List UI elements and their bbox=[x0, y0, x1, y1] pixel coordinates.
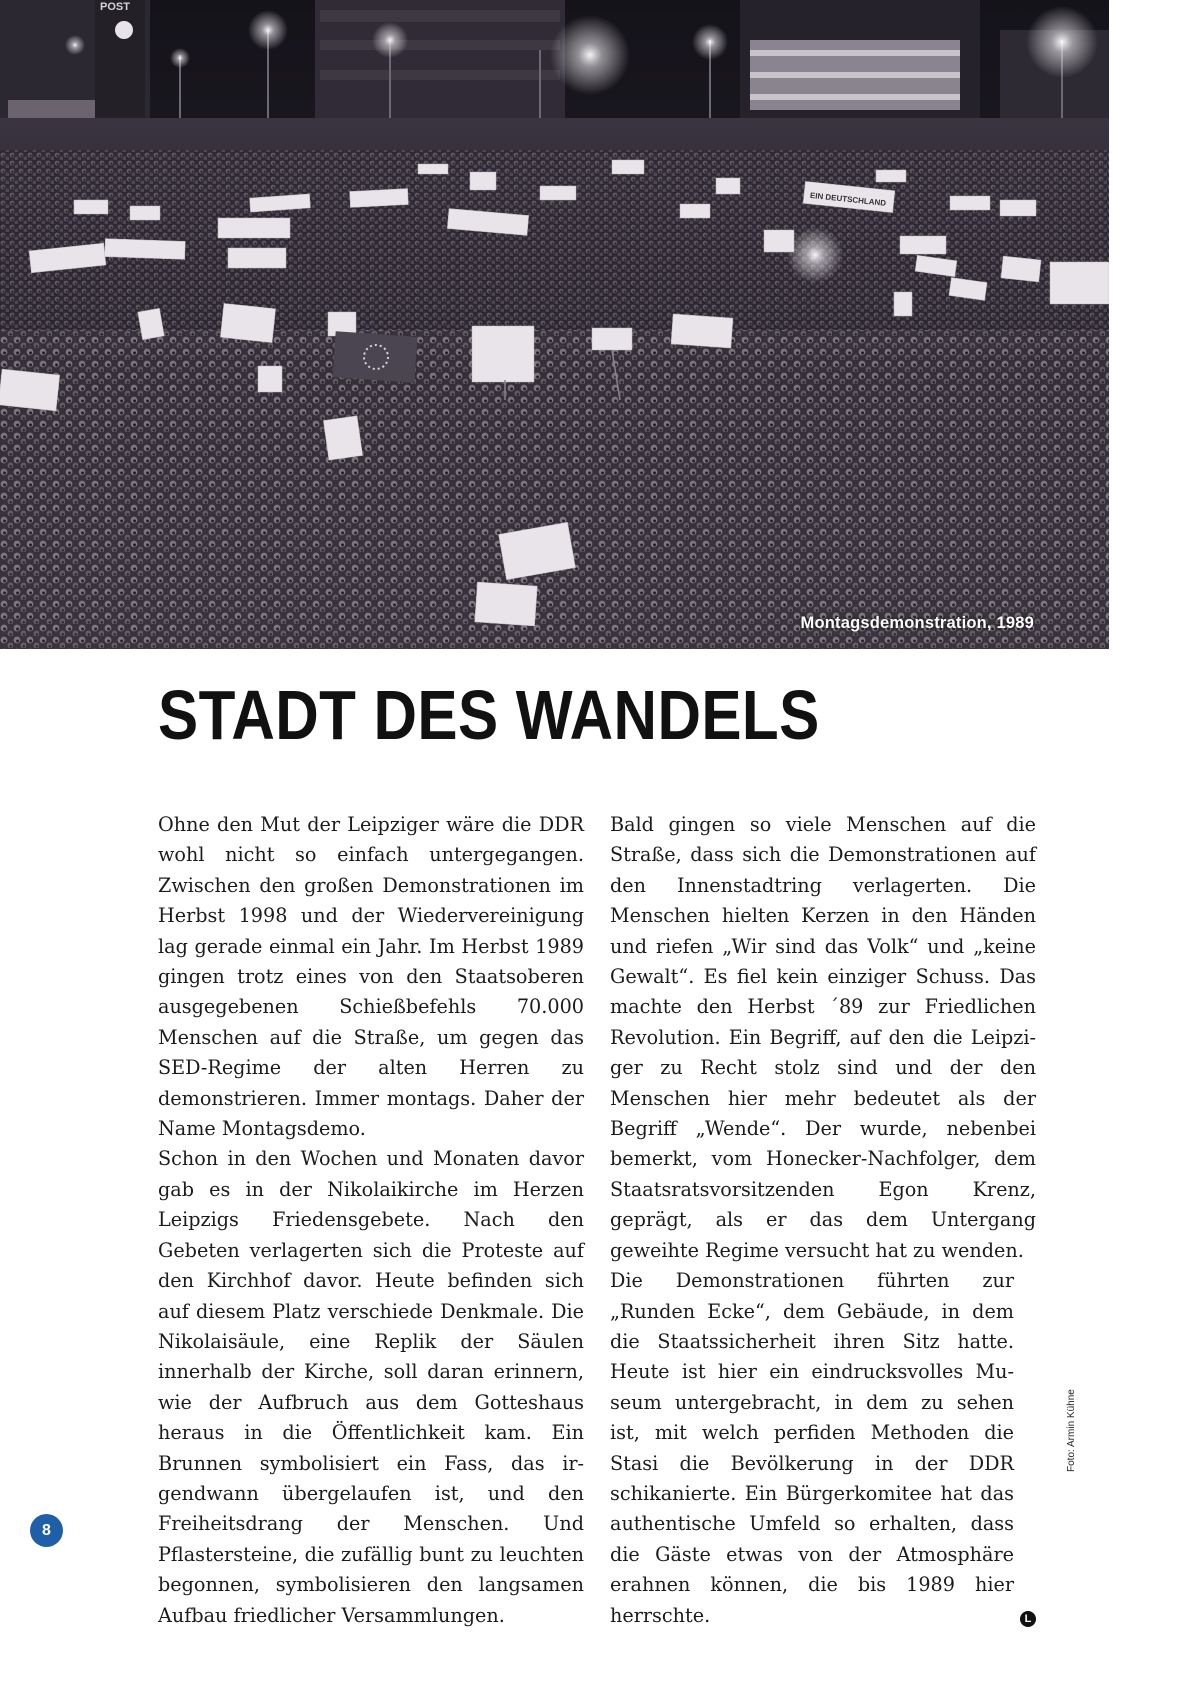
hero-photo bbox=[0, 0, 1109, 649]
page-number-badge: 8 bbox=[30, 1514, 63, 1547]
article-paragraph: Ohne den Mut der Leipziger wäre die DDR wohl nicht so einfach untergegangen. Zwischen den großen Demonstrationen im Herbst 1998 und der Wiedervereinigung lag gerade einmal ein Jahr. Im Herbst 1989 gingen trotz eines von den Staatsoberen ausgegebenen Schießbefehls 70.000 Menschen auf die Straße, um gegen das SED-Regime der alten Herren zu demonstrieren. Immer montags. Daher der Name Montagsdemo. bbox=[158, 813, 584, 1141]
page-headline: STADT DES WANDELS bbox=[158, 676, 820, 754]
article-paragraph: Die Demonstrationen führten zur „Runden Ecke“, dem Gebäude, in dem die Staatssicherheit ihren Sitz hatte. Heute ist hier ein eindrucksvolles Museum untergebracht, in dem zu sehen ist, mit welch perfiden Methoden die Stasi die Bevölkerung in der DDR schikanierte. Ein Bürgerkomitee hat das authentische Umfeld so erhalten, dass die Gäste etwas von der Atmosphäre erahnen können, die bis 1989 hier herrschte. bbox=[610, 1269, 1014, 1627]
photo-caption: Montagsdemonstration, 1989 bbox=[800, 614, 1034, 632]
article-paragraph: Schon in den Wochen und Monaten davor gab es in der Nikolaikirche im Herzen Leipzigs Friedensgebete. Nach den Gebeten verlagerten sich die Proteste auf den Kirchhof davor. Heute befinden sich auf diesem Platz verschiede Denkmale. Die Nikolaisäule, eine Replik der Säulen innerhalb der Kirche, soll daran erinnern, wie der Aufbruch aus dem Gotteshaus heraus in die Öffentlichkeit kam. Ein Brunnen symbolisiert ein Fass, das irgendwann übergelaufen ist, und den Freiheitsdrang der Menschen. Und Pflastersteine, die zufällig bunt zu leuchten begonnen, symbolisieren den langsamen Aufbau friedlicher Versammlungen. bbox=[158, 1147, 584, 1627]
post-sign: POST bbox=[100, 1, 130, 13]
end-of-article-icon: L bbox=[1020, 1611, 1036, 1627]
article-left-column bbox=[158, 810, 584, 1631]
article-paragraph: Bald gingen so viele Menschen auf die Straße, dass sich die Demonstrationen auf den Innenstadtring verlagerten. Die Menschen hielten Kerzen in den Händen und riefen „Wir sind das Volk“ und „keine Gewalt“. Es fiel kein einziger Schuss. Das machte den Herbst ´89 zur Friedlichen Revolution. Ein Begriff, auf den die Leipziger zu Recht stolz sind und der den Menschen hier mehr bedeutet als der Begriff „Wende“. Der wurde, nebenbei bemerkt, vom Honecker-Nachfolger, dem Staatsratsvorsitzenden Egon Krenz, geprägt, als er das dem Untergang geweihte Regime versucht hat zu wenden. bbox=[610, 813, 1036, 1262]
photo-credit: Foto: Armin Kühne bbox=[1066, 1389, 1077, 1472]
demonstration-photo bbox=[0, 0, 1109, 649]
banner-text: EIN DEUTSCHLAND bbox=[809, 190, 887, 208]
article-right-column bbox=[610, 810, 1036, 1631]
